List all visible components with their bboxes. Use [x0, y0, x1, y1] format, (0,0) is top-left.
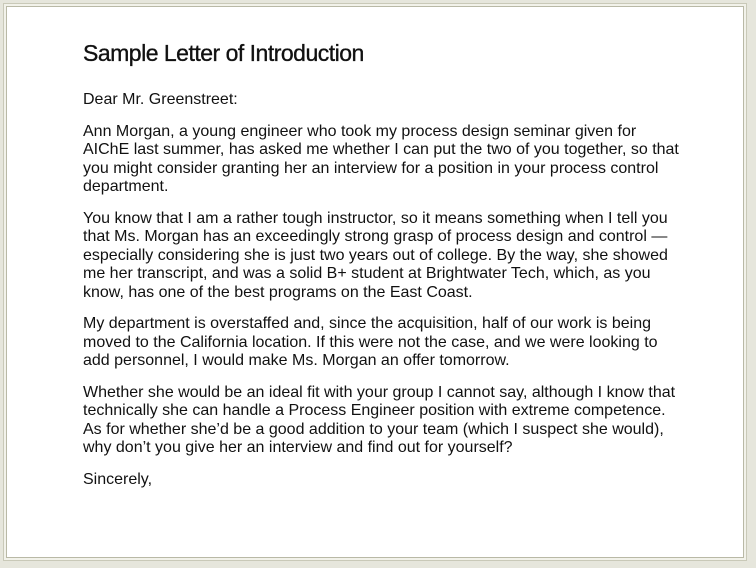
letter-paragraph-1: Ann Morgan, a young engineer who took my process design seminar given for AIChE last summer, has asked me whether I can put the two of you together, so that you might consider granting her an interview for a position in your process control department.: [83, 122, 679, 195]
letter-paragraph-3: My department is overstaffed and, since the acquisition, half of our work is being moved to the California location. If this were not the case, and we were looking to add personnel, I would make Ms. Morgan an offer tomorrow.: [83, 315, 658, 369]
letter-paragraph-2: You know that I am a rather tough instructor, so it means something when I tell you that Ms. Morgan has an exceedingly strong grasp of process design and control — especially considering she is just two years out of college. By the way, she showed me her transcript, and was a solid B+ student at Brightwater Tech, which, as you know, has one of the best programs on the East Coast.: [83, 209, 668, 301]
letter-title: Sample Letter of Introduction: [83, 40, 364, 66]
letter-body: [83, 37, 683, 489]
letter-salutation: Dear Mr. Greenstreet:: [83, 91, 238, 108]
letter-closing: Sincerely,: [83, 470, 153, 488]
letter-page: [6, 6, 744, 558]
letter-paragraph-4: Whether she would be an ideal fit with your group I cannot say, although I know that technically she can handle a Process Engineer position with extreme competence. As for whether she’d be a good addition to your team (which I suspect she would), why don’t you give her an interview and find out for yourself?: [83, 383, 676, 456]
